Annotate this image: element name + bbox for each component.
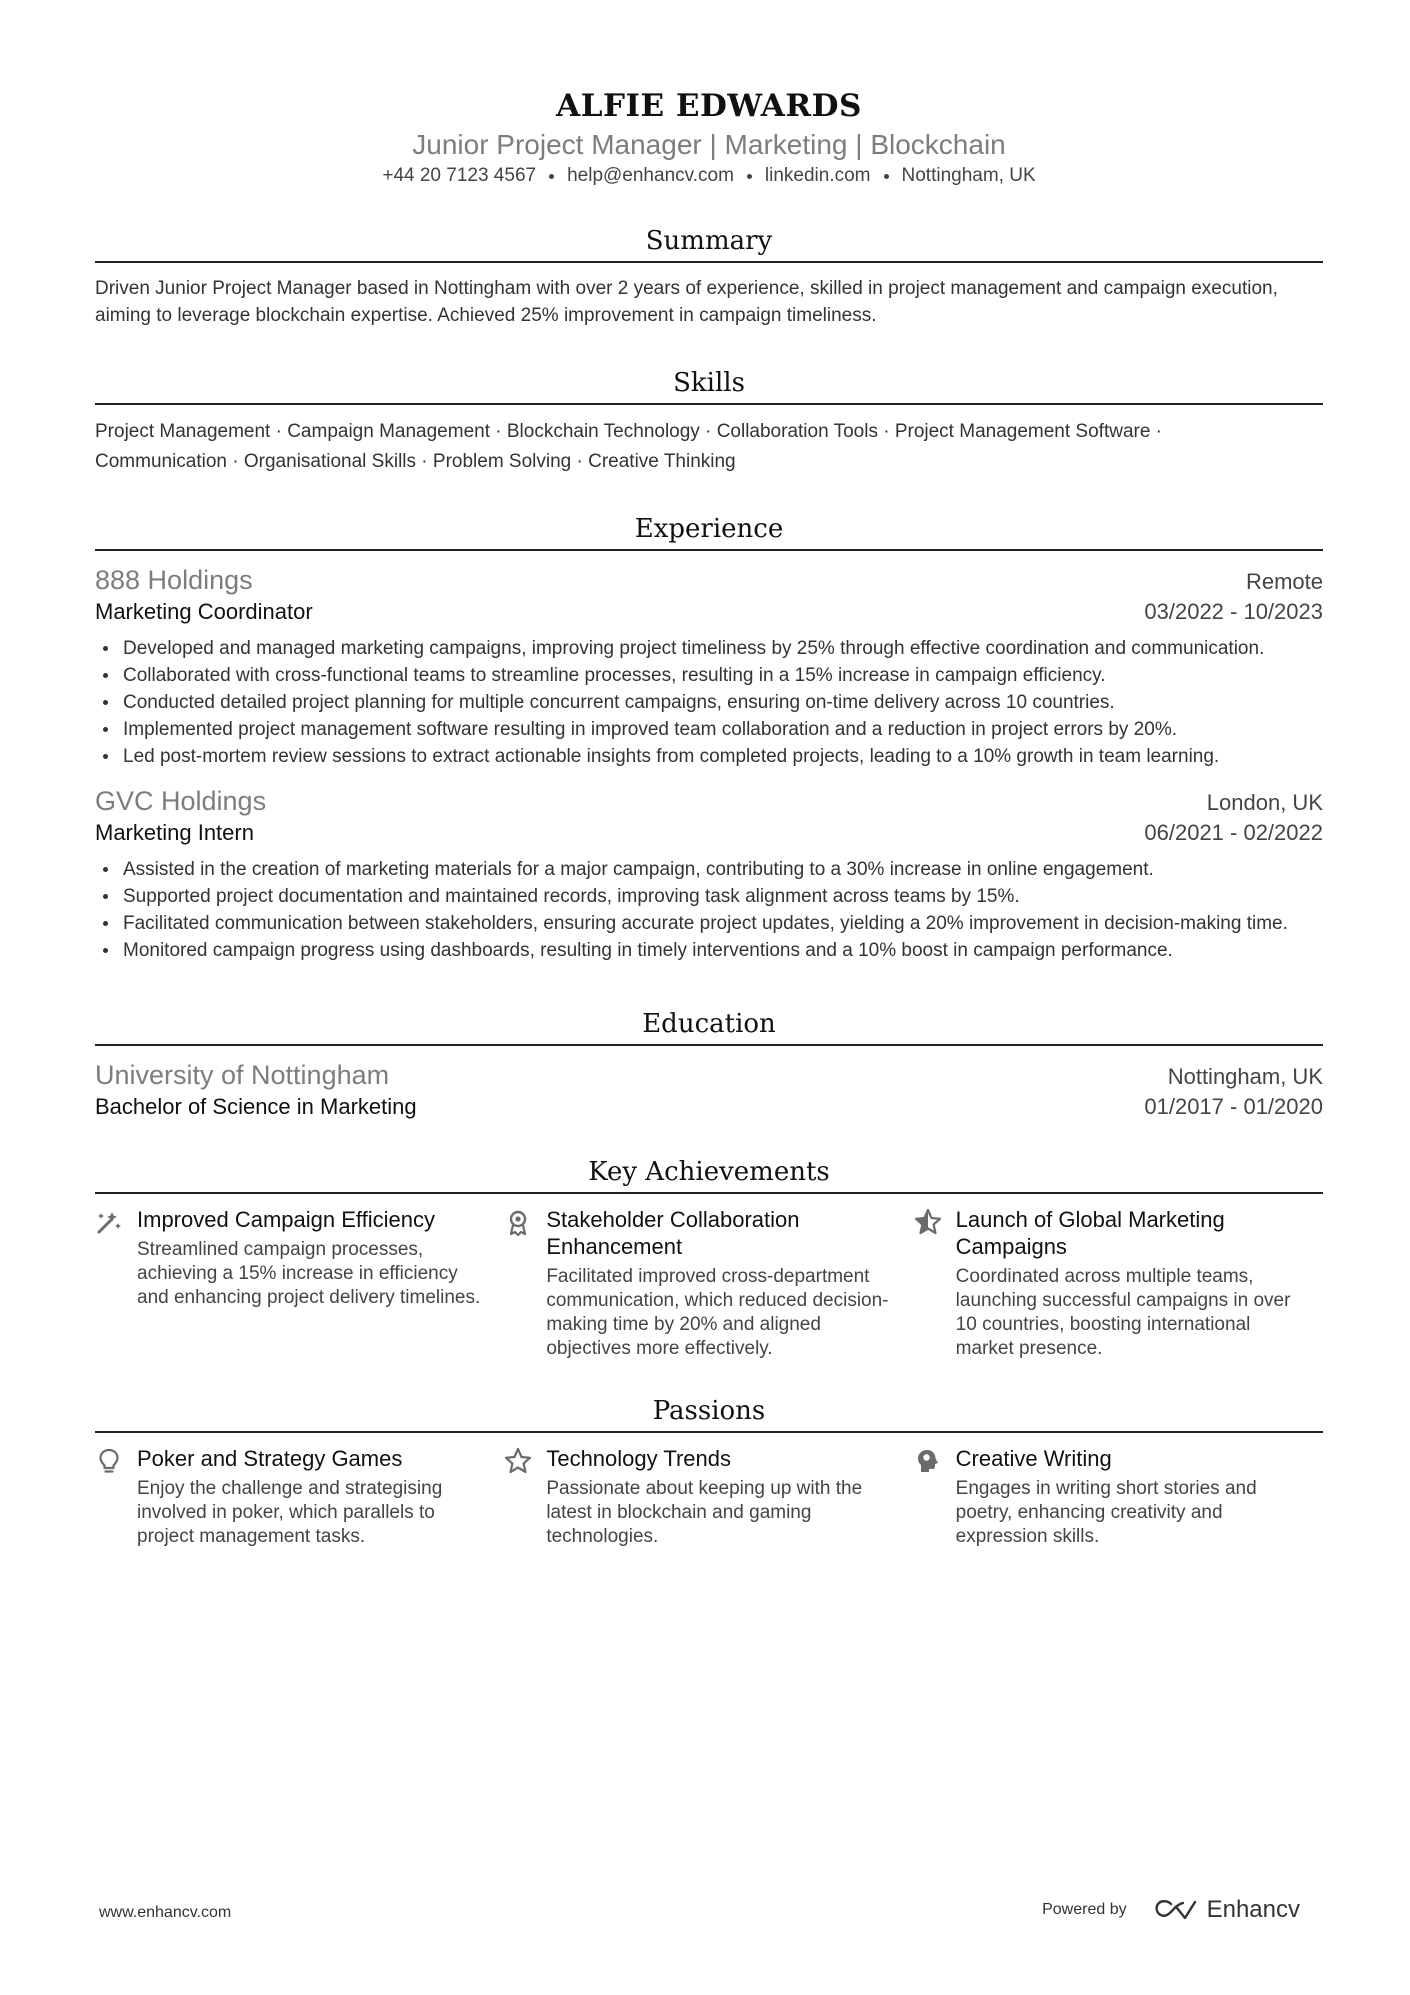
passion-item: [95, 1445, 504, 1549]
job-bullets: [95, 635, 1323, 770]
skills-list: [95, 417, 1323, 477]
section-divider: [95, 549, 1323, 551]
lightbulb-icon: [95, 1445, 137, 1549]
education-title: Education: [642, 1009, 776, 1039]
brand-name: Enhancv: [1206, 1896, 1300, 1923]
passions-section: [95, 1391, 1323, 1549]
resume-header: [95, 0, 1323, 187]
footer-website[interactable]: www.enhancv.com: [99, 1904, 232, 1921]
job-dates: 03/2022 - 10/2023: [1144, 599, 1323, 624]
section-divider: [95, 1044, 1323, 1046]
brand-logo[interactable]: [1153, 1896, 1300, 1924]
school-location: Nottingham, UK: [1167, 1064, 1323, 1089]
contact-email[interactable]: help@enhancv.com: [567, 165, 734, 186]
passion-text: [956, 1445, 1303, 1549]
footer-brand-block: [1042, 1896, 1300, 1924]
experience-section: [95, 509, 1323, 964]
achievement-title: Launch of Global Marketing Campaigns: [955, 1207, 1225, 1259]
bullet-item: Assisted in the creation of marketing materials for a major campaign, contributing to a 30% increase in online engagement.: [95, 856, 1323, 883]
passions-title: Passions: [652, 1396, 766, 1426]
job-title: Marketing Intern: [95, 820, 254, 845]
separator-dot: [747, 174, 752, 179]
bullet-item: Led post-mortem review sessions to extract actionable insights from completed projects, leading to a 10% growth in team learning.: [95, 743, 1323, 770]
section-divider: [95, 261, 1323, 263]
passion-title: Poker and Strategy Games: [137, 1446, 403, 1471]
bullet-item: Collaborated with cross-functional teams to streamline processes, resulting in a 15% increase in campaign efficiency.: [95, 662, 1323, 689]
bullet-item: Developed and managed marketing campaigns, improving project timeliness by 25% through effective coordination and communication.: [95, 635, 1323, 662]
degree-name: Bachelor of Science in Marketing: [95, 1094, 417, 1119]
contact-location: Nottingham, UK: [901, 165, 1036, 186]
separator-dot: [549, 174, 554, 179]
passion-desc: Enjoy the challenge and strategising involved in poker, which parallels to project management tasks.: [137, 1478, 443, 1547]
enhancv-logo-icon: [1153, 1898, 1199, 1922]
job-dates: 06/2021 - 02/2022: [1144, 820, 1323, 845]
candidate-headline: Junior Project Manager | Marketing | Blockchain: [412, 129, 1006, 160]
bullet-item: Monitored campaign progress using dashboards, resulting in timely interventions and a 10% boost in campaign performance.: [95, 937, 1323, 964]
passion-item: [914, 1445, 1323, 1549]
achievement-desc: Streamlined campaign processes, achieving a 15% increase in efficiency and enhancing project delivery timelines.: [137, 1239, 481, 1308]
job-bullets: [95, 856, 1323, 964]
passion-title: Creative Writing: [955, 1446, 1112, 1471]
company-name: 888 Holdings: [95, 565, 253, 595]
passion-desc: Passionate about keeping up with the latest in blockchain and gaming technologies.: [546, 1478, 863, 1547]
entry-header: [95, 563, 1323, 597]
achievement-text: [546, 1206, 893, 1361]
achievement-text: [956, 1206, 1303, 1361]
achievement-text: [137, 1206, 484, 1361]
achievements-section: [95, 1152, 1323, 1361]
resume-page: [95, 0, 1323, 1549]
education-dates: 01/2017 - 01/2020: [1144, 1094, 1323, 1119]
achievement-title: Stakeholder Collaboration Enhancement: [546, 1207, 800, 1259]
summary-section: [95, 221, 1323, 329]
passions-grid: [95, 1445, 1323, 1549]
head-brain-icon: [914, 1445, 956, 1549]
entry-subheader: [95, 597, 1323, 627]
separator-dot: [884, 174, 889, 179]
achievement-item: [914, 1206, 1323, 1361]
passion-text: [546, 1445, 893, 1549]
job-location: London, UK: [1206, 790, 1323, 815]
passion-item: [504, 1445, 913, 1549]
section-divider: [95, 1431, 1323, 1433]
skills-section: [95, 363, 1323, 477]
passion-desc: Engages in writing short stories and poetry, enhancing creativity and expression skills.: [955, 1478, 1257, 1547]
achievements-grid: [95, 1206, 1323, 1361]
bullet-item: Implemented project management software resulting in improved team collaboration and a reduction in project errors by 20%.: [95, 716, 1323, 743]
powered-by-label: Powered by: [1042, 1901, 1127, 1918]
achievement-desc: Facilitated improved cross-department communication, which reduced decision-making time by 20% and aligned objectives more effectively.: [546, 1266, 889, 1359]
education-subheader: [95, 1092, 1323, 1122]
magic-wand-icon: [95, 1206, 137, 1361]
skills-line: Communication · Organisational Skills · Problem Solving · Creative Thinking: [95, 451, 736, 472]
job-title: Marketing Coordinator: [95, 599, 313, 624]
company-name: GVC Holdings: [95, 786, 267, 816]
candidate-name: ALFIE EDWARDS: [556, 88, 862, 124]
passion-title: Technology Trends: [546, 1446, 731, 1471]
achievement-item: [504, 1206, 913, 1361]
experience-entry: [95, 784, 1323, 964]
contact-bar: [95, 165, 1323, 187]
skills-title: Skills: [673, 368, 745, 398]
star-icon: [504, 1445, 546, 1549]
bullet-item: Facilitated communication between stakeholders, ensuring accurate project updates, yielding a 20% improvement in decision-making time.: [95, 910, 1323, 937]
education-section: [95, 1004, 1323, 1122]
half-star-icon: [914, 1206, 956, 1361]
achievement-desc: Coordinated across multiple teams, launching successful campaigns in over 10 countries, boosting international market presence.: [955, 1266, 1291, 1359]
experience-title: Experience: [634, 514, 784, 544]
section-divider: [95, 1192, 1323, 1194]
achievements-title: Key Achievements: [588, 1157, 830, 1187]
passion-text: [137, 1445, 484, 1549]
achievement-item: [95, 1206, 504, 1361]
school-name: University of Nottingham: [95, 1060, 390, 1090]
bullet-item: Supported project documentation and maintained records, improving task alignment across teams by 15%.: [95, 883, 1323, 910]
skills-line: Project Management · Campaign Management · Blockchain Technology · Collaboration Tools · Project Management Software ·: [95, 421, 1163, 442]
job-location: Remote: [1245, 569, 1323, 594]
summary-text: Driven Junior Project Manager based in Nottingham with over 2 years of experience, skilled in project management and campaign execution, aiming to leverage blockchain expertise. Achieved 25% improvement in campaign timeliness.: [95, 278, 1278, 326]
achievement-title: Improved Campaign Efficiency: [137, 1207, 435, 1232]
entry-header: [95, 784, 1323, 818]
experience-entry: [95, 563, 1323, 770]
contact-phone: +44 20 7123 4567: [382, 165, 537, 186]
section-divider: [95, 403, 1323, 405]
summary-title: Summary: [645, 226, 773, 256]
entry-subheader: [95, 818, 1323, 848]
education-header: [95, 1058, 1323, 1092]
contact-linkedin[interactable]: linkedin.com: [764, 165, 871, 186]
bullet-item: Conducted detailed project planning for multiple concurrent campaigns, ensuring on-time delivery across 10 countries.: [95, 689, 1323, 716]
award-icon: [504, 1206, 546, 1361]
